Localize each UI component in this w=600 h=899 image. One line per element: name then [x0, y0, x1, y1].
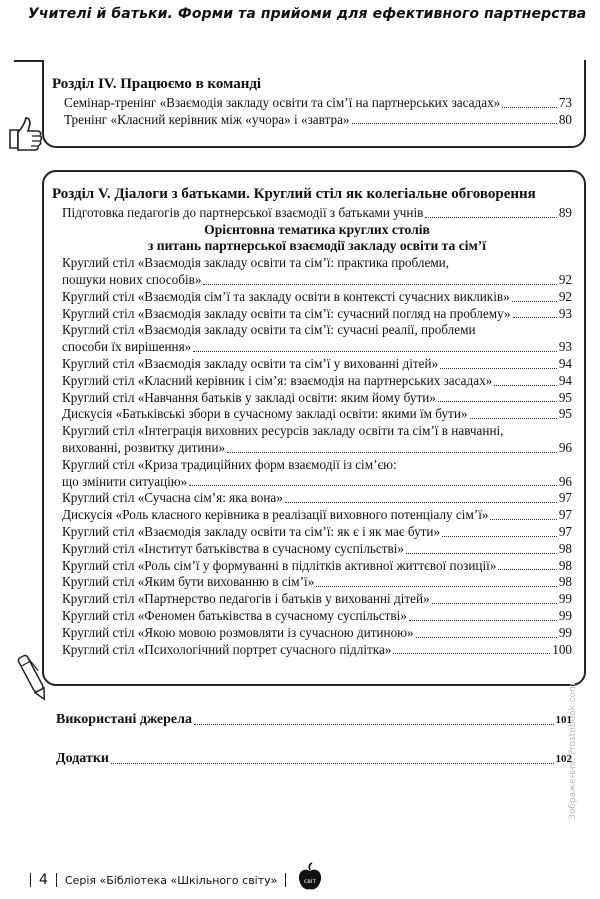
toc-entry[interactable]: Круглий стіл «Яким бути вихованню в сім’ї» 98	[62, 574, 572, 590]
toc-entry-line[interactable]: Круглий стіл «Криза традиційних форм взаємодії із сім’єю:	[62, 456, 397, 472]
pen-icon	[16, 650, 50, 706]
toc-entry[interactable]: Круглий стіл «Навчання батьків у закладі освіти: яким йому бути» 95	[62, 389, 572, 405]
toc-entry[interactable]: вихованні, розвитку дитини» 96	[62, 439, 572, 455]
toc-entry[interactable]: Круглий стіл «Взаємодія закладу освіти та сім’ї у вихованні дітей» 94	[62, 355, 572, 371]
toc-entry[interactable]: способи їх вирішення» 93	[62, 339, 572, 355]
section5-subtitle: Орієнтовна тематика круглих столів	[204, 221, 430, 237]
toc-entry[interactable]: Круглий стіл «Класний керівник і сім’я: взаємодія на партнерських засадах» 94	[62, 372, 572, 388]
watermark: Зображення: Prostobook.com	[568, 683, 578, 820]
toc-entry[interactable]: Дискусія «Роль класного керівника в реалізації виховного потенціалу сім’ї» 97	[62, 507, 572, 523]
toc-entry[interactable]: Круглий стіл «Взаємодія закладу освіти та сім’ї: сучасний погляд на проблему» 93	[62, 305, 572, 321]
toc-entry[interactable]: Круглий стіл «Партнерство педагогів і батьків у вихованні дітей» 99	[62, 591, 572, 607]
running-header: Учителі й батьки. Форми та прийоми для ефективного партнерства	[28, 6, 587, 22]
toc-entry[interactable]: Дискусія «Батьківські збори в сучасному закладі освіти: якими їм бути» 95	[62, 406, 572, 422]
back-matter	[56, 712, 572, 768]
toc-entry-appendix[interactable]: Додатки 102	[56, 750, 572, 766]
toc-entry-line[interactable]: Круглий стіл «Інтеграція виховних ресурсів закладу освіти та сім’ї в навчанні,	[62, 423, 504, 439]
toc-entry[interactable]: Круглий стіл «Інститут батьківства в сучасному суспільстві» 98	[62, 540, 572, 556]
toc-entry[interactable]: Круглий стіл «Взаємодія сім’ї та закладу освіти в контексті сучасних викликів» 92	[62, 288, 572, 304]
toc-entry-line[interactable]: Круглий стіл «Взаємодія закладу освіти та сім’ї: практика проблеми,	[62, 255, 450, 271]
footer	[30, 872, 286, 888]
section4-title: Розділ IV. Працюємо в команді	[52, 76, 262, 92]
toc-entry-line[interactable]: Круглий стіл «Взаємодія закладу освіти та сім’ї: сучасні реалії, проблеми	[62, 322, 476, 338]
section4-toc	[52, 76, 572, 128]
toc-entry[interactable]: Круглий стіл «Взаємодія закладу освіти та сім’ї: як є і як має бути» 97	[62, 523, 572, 539]
toc-entry[interactable]: Тренінг «Класний керівник між «учора» і «завтра» 80	[64, 111, 572, 127]
section5-toc	[52, 186, 572, 658]
toc-entry[interactable]: що змінити ситуацію» 96	[62, 473, 572, 489]
toc-entry-sources[interactable]: Використані джерела 101	[56, 712, 572, 727]
toc-entry[interactable]: Круглий стіл «Сучасна сім’я: яка вона» 97	[62, 490, 572, 506]
logo-text: світ	[304, 878, 316, 885]
toc-entry[interactable]: Круглий стіл «Феномен батьківства в сучасному суспільстві» 99	[62, 607, 572, 623]
apple-logo-icon	[298, 862, 322, 892]
toc-entry[interactable]: Круглий стіл «Роль сім’ї у формуванні в підлітків активної життєвої позиції» 98	[62, 557, 572, 573]
toc-entry[interactable]: Круглий стіл «Якою мовою розмовляти із сучасною дитиною» 99	[62, 624, 572, 640]
toc-entry[interactable]: Підготовка педагогів до партнерської взаємодії з батьками учнів 89	[62, 204, 572, 220]
thumbs-up-icon	[6, 112, 46, 152]
section5-subtitle: з питань партнерської взаємодії закладу освіти та сім’ї	[147, 238, 487, 254]
toc-entry[interactable]: Круглий стіл «Психологічний портрет сучасного підлітка» 100	[62, 641, 572, 657]
toc-entry[interactable]: Семінар-тренінг «Взаємодія закладу освіти та сім’ї на партнерських засадах» 73	[64, 94, 572, 110]
section5-title: Розділ V. Діалоги з батьками. Круглий стіл як колегіальне обговорення	[52, 186, 536, 202]
page-number: 4	[39, 872, 48, 888]
toc-entry[interactable]: пошуки нових способів» 92	[62, 271, 572, 287]
series-title: Серія «Бібліотека «Шкільного світу»	[64, 873, 278, 887]
